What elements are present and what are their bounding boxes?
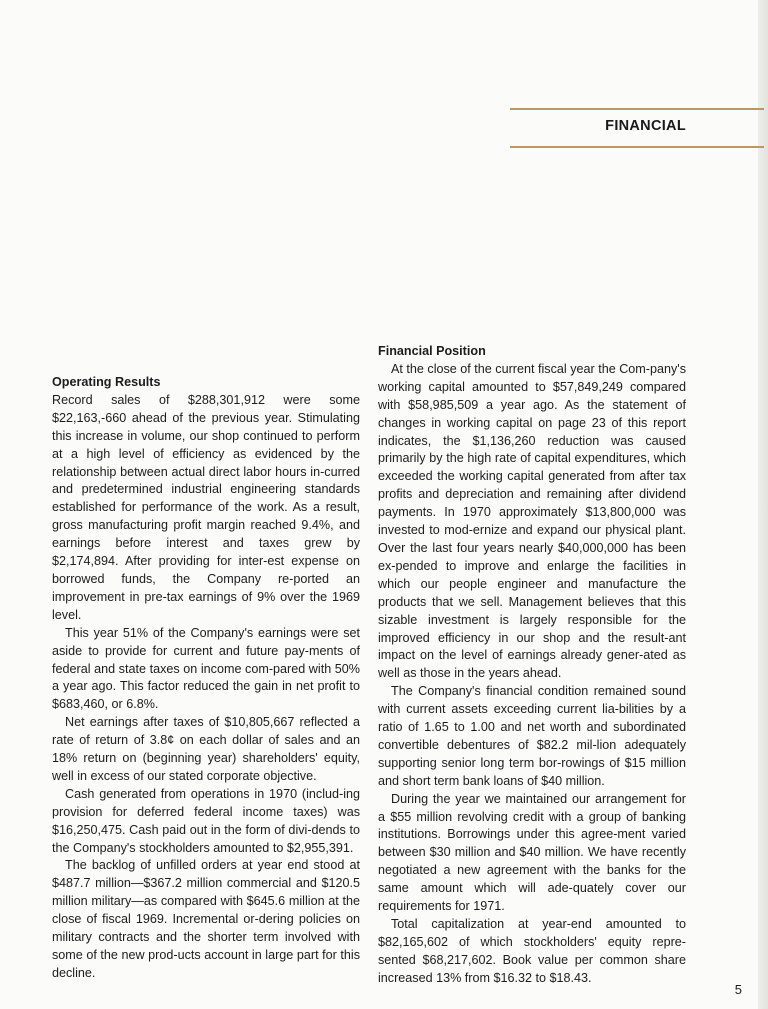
- header-rule-bottom: [510, 146, 764, 148]
- financial-position-heading: Financial Position: [378, 344, 486, 358]
- section-title: FINANCIAL: [605, 118, 686, 134]
- paragraph: Net earnings after taxes of $10,805,667 reflected a rate of return of 3.8¢ on each dollar of sales and an 18% return on (beginning year) shareholders' equity, well in excess of our stated corporate objective.: [52, 715, 360, 783]
- paragraph: Cash generated from operations in 1970 (includ-ing provision for deferred federal income taxes) was $16,250,475. Cash paid out in the form of divi-dends to the Company's stockholders amounted to $2,955,391.: [52, 786, 360, 855]
- operating-results-heading: Operating Results: [52, 375, 161, 389]
- page-edge: [758, 0, 768, 1009]
- page-number: 5: [734, 982, 742, 997]
- header-rule-top: [510, 108, 764, 110]
- paragraph: During the year we maintained our arrangement for a $55 million revolving credit with a group of banking institutions. Borrowings under this agree-ment varied between $30 million and $40 million. We have recently negotiated a new agreement with the banks for the same amount which will ade-quately cover our requirements for 1971.: [378, 791, 686, 914]
- financial-position-column: [378, 343, 686, 988]
- paragraph: The backlog of unfilled orders at year end stood at $487.7 million—$367.2 million commercial and $120.5 million military—as compared with $645.6 million at the close of fiscal 1969. Incremental or-dering policies on military contracts and the shorter term involved with some of the new prod-ucts account in large part for this decline.: [52, 858, 360, 980]
- paragraph: Record sales of $288,301,912 were some $22,163,-660 ahead of the previous year. Stimulating this increase in volume, our shop continued to perform at a high level of efficiency as evidenced by the relationship between actual direct labor hours in-curred and predetermined industrial engineering standards established for performance of the work. As a result, gross manufacturing profit margin reached 9.4%, and earnings before interest and taxes grew by $2,174,894. After providing for inter-est expense on borrowed funds, the Company re-ported an improvement in pre-tax earnings of 9% over the 1969 level.: [52, 392, 360, 622]
- paragraph: Total capitalization at year-end amounted to $82,165,602 of which stockholders' equity repre-sented $68,217,602. Book value per common share increased 13% from $16.32 to $18.43.: [378, 917, 686, 985]
- paragraph: At the close of the current fiscal year the Com-pany's working capital amounted to $57,849,249 compared with $58,985,509 a year ago. As the statement of changes in working capital on page 23 of this report indicates, the $1,136,260 reduction was caused primarily by the high rate of capital expenditures, which exceeded the working capital generated from after tax profits and depreciation and remaining after dividend payments. In 1970 approximately $13,800,000 was invested to mod-ernize and expand our physical plant. Over the last four years nearly $40,000,000 has been ex-pended to improve and enlarge the facilities in which our people engineer and manufacture the products that we sell. Management believes that this sizable investment is largely responsible for the improved efficiency in our shop and the result-ant impact on the level of earnings already gener-ated as well as those in the years ahead.: [378, 361, 686, 681]
- paragraph: This year 51% of the Company's earnings were set aside to provide for current and future pay-ments of federal and state taxes on income com-pared with 50% a year ago. This factor reduced the gain in net profit to $683,460, or 6.8%.: [52, 625, 360, 712]
- operating-results-column: [52, 374, 360, 983]
- paragraph: The Company's financial condition remained sound with current assets exceeding current lia-bilities by a ratio of 1.65 to 1.00 and net worth and subordinated convertible debentures of $82.2 mil-lion adequately supporting senior long term bor-rowings of $15 million and short term bank loans of $40 million.: [378, 684, 686, 788]
